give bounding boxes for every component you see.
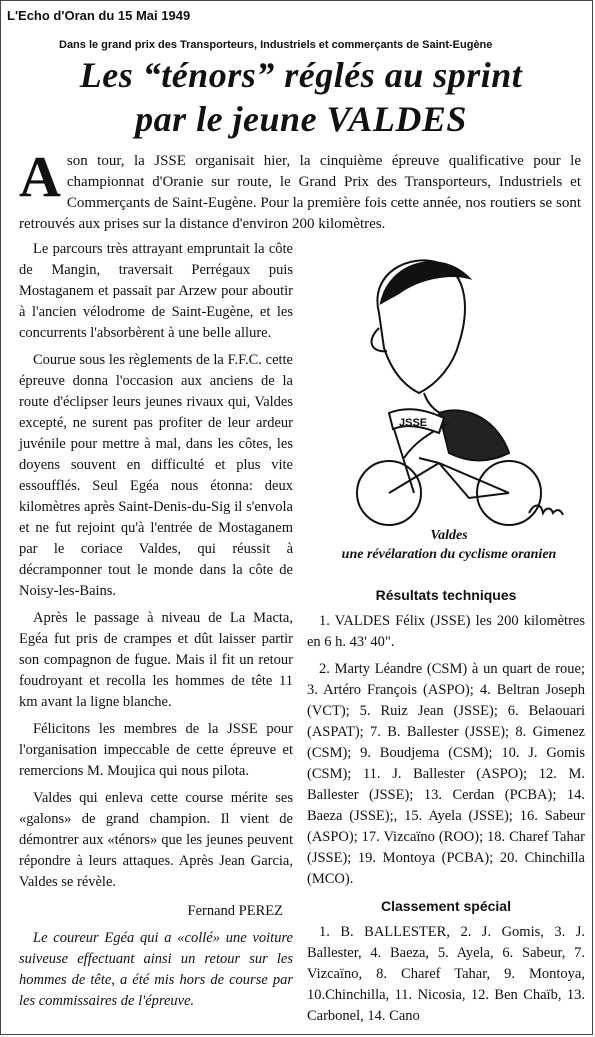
drop-cap: A — [19, 144, 61, 209]
results-list: 2. Marty Léandre (CSM) à un quart de roue; 3. Artéro François (ASPO); 4. Beltran Joseph (VCT); 5. Ruiz Jean (JSSE); 6. Belaouari (ASPAT); 7. B. Ballester (JSSE); 8. Gimenez (CSM); 9. Boudjema (CSM); 10. J. Gomis (CSM); 11. J. Ballester (ASPO); 12. M. Ballester (JSSE); 13. Cerdan (PCBA); 14. Baeza (JSSE);, 15. Ayela (JSSE); 16. Sabeur (ASPO); 17. Vizcaïno (ROO); 18. Charef Tahar (JSSE); 19. Montoya (PCBA); 20. Chinchilla (MCO). — [307, 661, 585, 887]
body-paragraph: Après le passage à niveau de La Macta, Egéa fut pris de crampes et dût laisser partir son compagnon de fugue. Mais il fit un retour foudroyant et recolla les hommes de tête 11 km avant la ligne blanche. — [19, 610, 293, 710]
caption-line-2: une révélaration du cyclisme oranien — [341, 547, 557, 562]
kicker: Dans le grand prix des Transporteurs, Industriels et commerçants de Saint-Eugène — [59, 39, 493, 51]
body-paragraph: Valdes qui enleva cette course mérite ses «galons» de grand champion. Il vient de démontrer aux «ténors» que les jeunes peuvent répondre à leurs attaques. Après Jean Garcia, Valdes se révèle. — [19, 790, 293, 890]
headline-line-2: par le jeune VALDES — [135, 99, 467, 139]
left-column — [19, 239, 293, 1018]
bike-frame — [389, 458, 509, 498]
results-heading: Résultats techniques — [375, 587, 517, 603]
author-signature: Fernand PEREZ — [187, 903, 283, 919]
lead-paragraph — [19, 144, 581, 235]
headline-line-1: Les “ténors” réglés au sprint — [79, 55, 523, 95]
right-column — [307, 587, 585, 1033]
flag-text: JSSE — [399, 417, 428, 429]
caption-line-1: Valdes — [430, 528, 468, 543]
cyclist-caricature — [319, 233, 581, 533]
headline — [41, 53, 561, 141]
special-list: 1. B. BALLESTER, 2. J. Gomis, 3. J. Ballester, 4. Baeza, 5. Ayela, 6. Sabeur, 7. Vizcaïno, 8. Charef Tahar, 9. Montoya, 10.Chinchilla, 11. Nicosia, 12. Ben Chaïb, 13. Carbonel, 14. Cano — [307, 924, 585, 1024]
body-paragraph: Félicitons les membres de la JSSE pour l'organisation impeccable de cette épreuve et remercions M. Moujica qui nous pilota. — [19, 721, 293, 779]
results-winner: 1. VALDES Félix (JSSE) les 200 kilomètres en 6 h. 43' 40". — [307, 613, 585, 650]
torso — [439, 410, 509, 460]
editor-note: Le coureur Egéa qui a «collé» une voiture suiveuse effectuant ainsi un retour sur les hommes de tête, a été mis hors de course par les commissaires de l'épreuve. — [19, 930, 293, 1009]
figure-caption — [309, 526, 589, 564]
lead-text: son tour, la JSSE organisait hier, la cinquième épreuve qualificative pour le championnat d'Oranie sur route, le Grand Prix des Transporteurs, Industriels et Commerçants de Saint-Eugène. Pour la première fois cette année, nos routiers se sont retrouvés aux prises sur la distance d'environ 200 kilomètres. — [19, 153, 581, 232]
source-line: L'Echo d'Oran du 15 Mai 1949 — [7, 8, 191, 23]
body-paragraph: Courue sous les règlements de la F.F.C. cette épreuve donna l'occasion aux anciens de la route d'éclipser leurs jeunes rivaux qui, Valdes excepté, ne surent pas profiter de leur ardeur juvénile pour mettre à mal, dans les côtes, les doyens souvent en difficulté et plus vite essoufflés. Seul Egéa nous étonna: deux kilomètres après Saint-Denis-du-Sig il s'envola et ne fut rejoint qu'à l'entrée de Mostaganem par le coriace Valdes, qui réussit à décramponner tout le monde dans la côte de Noisy-les-Bains. — [19, 352, 293, 599]
body-paragraph: Le parcours très attrayant empruntait la côte de Mangin, traversait Perrégaux puis Mostaganem et passait par Arzew pour aboutir à l'ancien vélodrome de Saint-Eugène, et les concurrents l'absorbèrent à une belle allure. — [19, 241, 293, 341]
special-heading: Classement spécial — [381, 898, 511, 914]
